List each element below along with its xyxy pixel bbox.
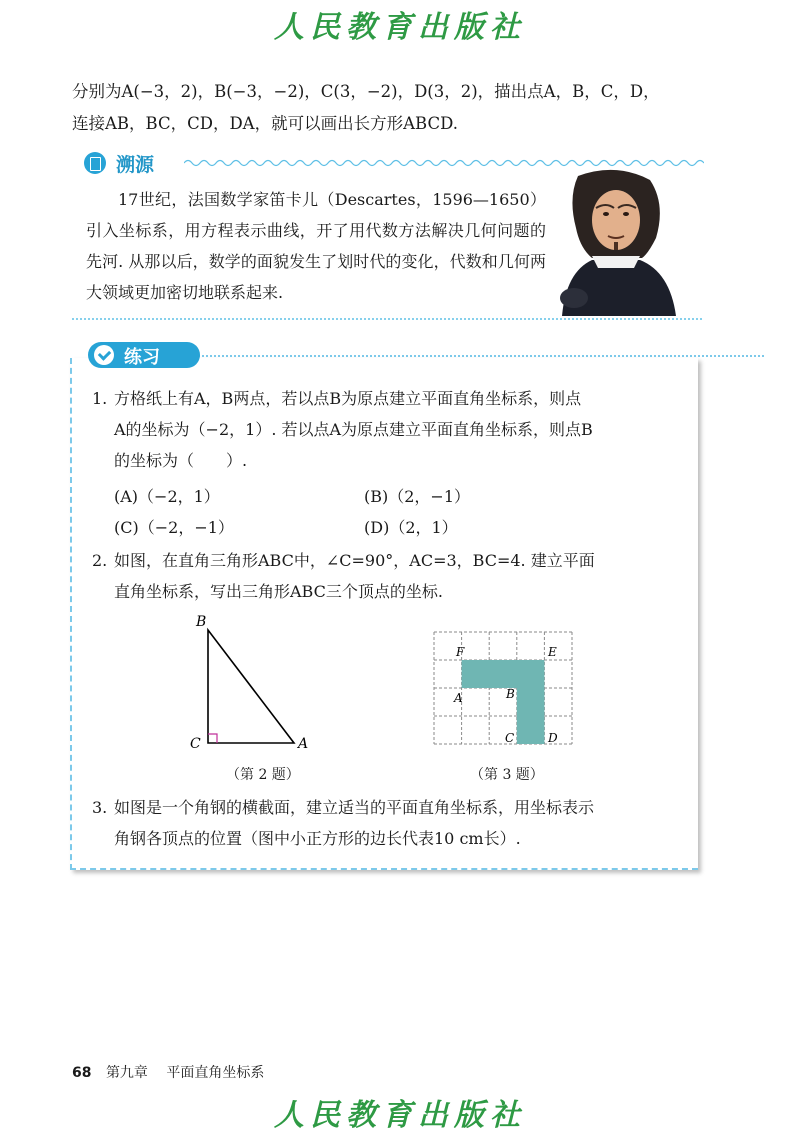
option-a: (A)（−2，1） [114, 487, 220, 506]
section-label: 平面直角坐标系 [166, 1065, 265, 1081]
triangle-label-b: B [196, 614, 207, 630]
suyuan-paragraph: 17世纪，法国数学家笛卡儿（Descartes，1596—1650）引入坐标系，用方程表示曲线，开了用代数方法解决几何问题的先河. 从那以后，数学的面貌发生了划时代的变化，代数和几何两大领域更加密切地联系起来. [86, 190, 546, 302]
intro-line-2: 连接AB，BC，CD，DA，就可以画出长方形ABCD. [72, 114, 458, 133]
question-2 [92, 545, 682, 607]
question-3 [92, 792, 682, 854]
document-icon [84, 152, 106, 174]
triangle-label-a: A [298, 736, 309, 752]
angle-steel-shape [462, 660, 545, 744]
publisher-logo-bottom: 人民教育出版社 [274, 1098, 526, 1133]
question-1-number: 1. [92, 389, 108, 408]
chapter-label: 第九章 [105, 1065, 148, 1081]
question-1-line-1: 方格纸上有A，B两点，若以点B为原点建立平面直角坐标系，则点 [114, 389, 582, 408]
publisher-logo-top: 人民教育出版社 [274, 10, 526, 45]
check-icon [94, 345, 114, 365]
page-number: 68 [72, 1065, 92, 1081]
angle-steel-figure [430, 628, 578, 750]
triangle-abc [208, 630, 294, 743]
triangle-figure [186, 610, 316, 755]
question-2-number: 2. [92, 551, 108, 570]
intro-line-1: 分别为A(−3，2)，B(−3，−2)，C(3，−2)，D(3，2)，描出点A，B，C，D， [72, 82, 660, 101]
grid-label-a: A [454, 691, 463, 705]
option-d: (D)（2，1） [364, 518, 458, 537]
intro-paragraph [72, 76, 732, 140]
practice-header-line [194, 355, 764, 357]
question-3-number: 3. [92, 798, 108, 817]
wave-divider [184, 158, 704, 168]
grid-label-f: F [456, 645, 465, 659]
question-1 [92, 383, 682, 476]
grid-label-d: D [548, 731, 558, 745]
suyuan-bottom-divider [72, 316, 702, 322]
question-2-line-1: 如图，在直角三角形ABC中，∠C=90°，AC=3，BC=4. 建立平面 [114, 551, 595, 570]
figure-3-caption: （第 3 题） [470, 767, 544, 783]
page-footer [72, 1062, 264, 1082]
right-angle-mark [208, 734, 217, 743]
option-b: (B)（2，−1） [364, 487, 471, 506]
question-3-line-2: 角钢各顶点的位置（图中小正方形的边长代表10 cm长）. [114, 829, 521, 848]
practice-title: 练习 [124, 347, 160, 368]
option-c: (C)（−2，−1） [114, 518, 234, 537]
question-1-line-3: 的坐标为（ ）. [114, 451, 248, 470]
question-3-line-1: 如图是一个角钢的横截面，建立适当的平面直角坐标系，用坐标表示 [114, 798, 595, 817]
question-1-line-2: A的坐标为（−2，1）. 若以点A为原点建立平面直角坐标系，则点B [114, 420, 593, 439]
practice-badge [88, 342, 200, 368]
suyuan-title: 溯源 [116, 154, 155, 176]
grid-label-b: B [506, 687, 515, 701]
practice-header [74, 342, 694, 372]
suyuan-body [86, 184, 546, 308]
triangle-label-c: C [190, 736, 201, 752]
question-2-line-2: 直角坐标系，写出三角形ABC三个顶点的坐标. [114, 582, 443, 601]
grid-label-e: E [548, 645, 557, 659]
figure-2-caption: （第 2 题） [226, 767, 300, 783]
descartes-portrait [552, 168, 680, 316]
grid-label-c: C [505, 731, 515, 745]
